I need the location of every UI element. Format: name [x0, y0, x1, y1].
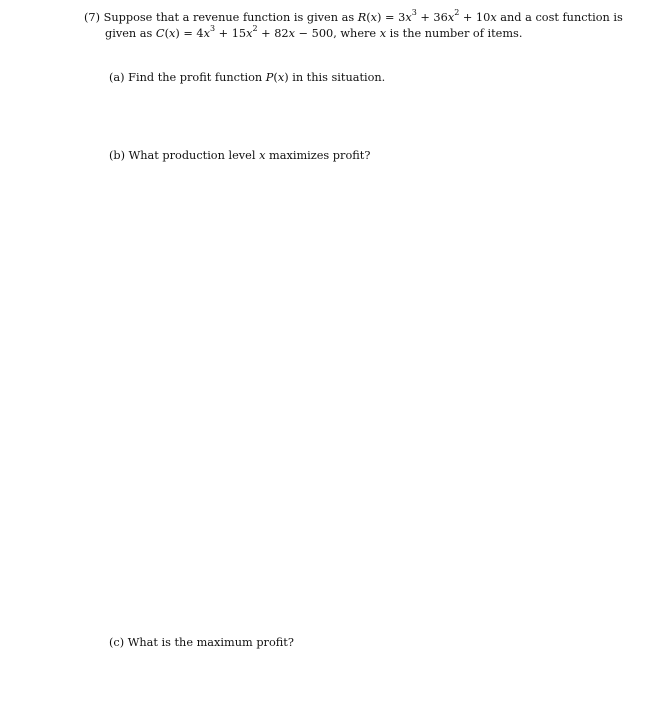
problem-text: given as	[105, 27, 156, 40]
part-c-label: (c)	[109, 636, 125, 649]
variable-x: x	[370, 11, 378, 24]
variable-x: x	[447, 11, 455, 24]
problem-text: Suppose that a revenue function is given as	[103, 11, 358, 24]
variable-x: x	[405, 11, 412, 24]
variable-x: x	[288, 27, 295, 40]
formula-part: + 15	[215, 27, 247, 40]
part-a-label: (a)	[109, 71, 125, 84]
problem-line-1: (7) Suppose that a revenue function is given as $R(x) = 3x^3 + 36x^2 + 10x$ and a cost function is	[84, 8, 623, 24]
part-b	[109, 148, 370, 164]
formula-part: = 4	[179, 27, 204, 40]
part-b-text: What production level	[125, 149, 260, 162]
part-c-text: What is the maximum profit?	[124, 636, 294, 649]
formula-part: − 500, where	[295, 27, 380, 40]
part-b-text: maximizes profit?	[265, 149, 371, 162]
cost-symbol: C	[155, 27, 165, 40]
formula-part: = 3	[381, 11, 406, 24]
part-a-text: Find the profit function	[124, 71, 266, 84]
formula-part: + 10	[459, 11, 491, 24]
part-c	[109, 635, 294, 651]
variable-x: x	[259, 149, 266, 162]
exponent: 2	[252, 24, 258, 34]
variable-x: x	[379, 27, 387, 40]
problem-7	[84, 10, 624, 42]
part-a: (a) Find the profit function P(x) in this situation.	[109, 71, 386, 84]
variable-x: x	[246, 27, 253, 40]
formula-part: + 82	[257, 27, 289, 40]
problem-line-2: given as $C(x) = 4x^3 + 15x^2 + 82x - 500$, where x is the number of items.	[105, 24, 523, 40]
formula-part: + 36	[416, 11, 448, 24]
exponent: 3	[411, 8, 417, 18]
problem-text: and a cost function is	[496, 11, 623, 24]
variable-x: x	[277, 71, 285, 84]
variable-x: x	[168, 27, 176, 40]
variable-x: x	[490, 11, 497, 24]
variable-x: x	[203, 27, 210, 40]
exponent: 3	[210, 24, 216, 34]
problem-text: is the number of items.	[386, 27, 523, 40]
part-a-text: in this situation.	[288, 71, 386, 84]
exponent: 2	[454, 8, 460, 18]
profit-symbol: P	[265, 71, 274, 84]
part-b-label: (b)	[109, 149, 126, 162]
problem-number: (7)	[84, 11, 101, 24]
revenue-symbol: R	[357, 11, 367, 24]
